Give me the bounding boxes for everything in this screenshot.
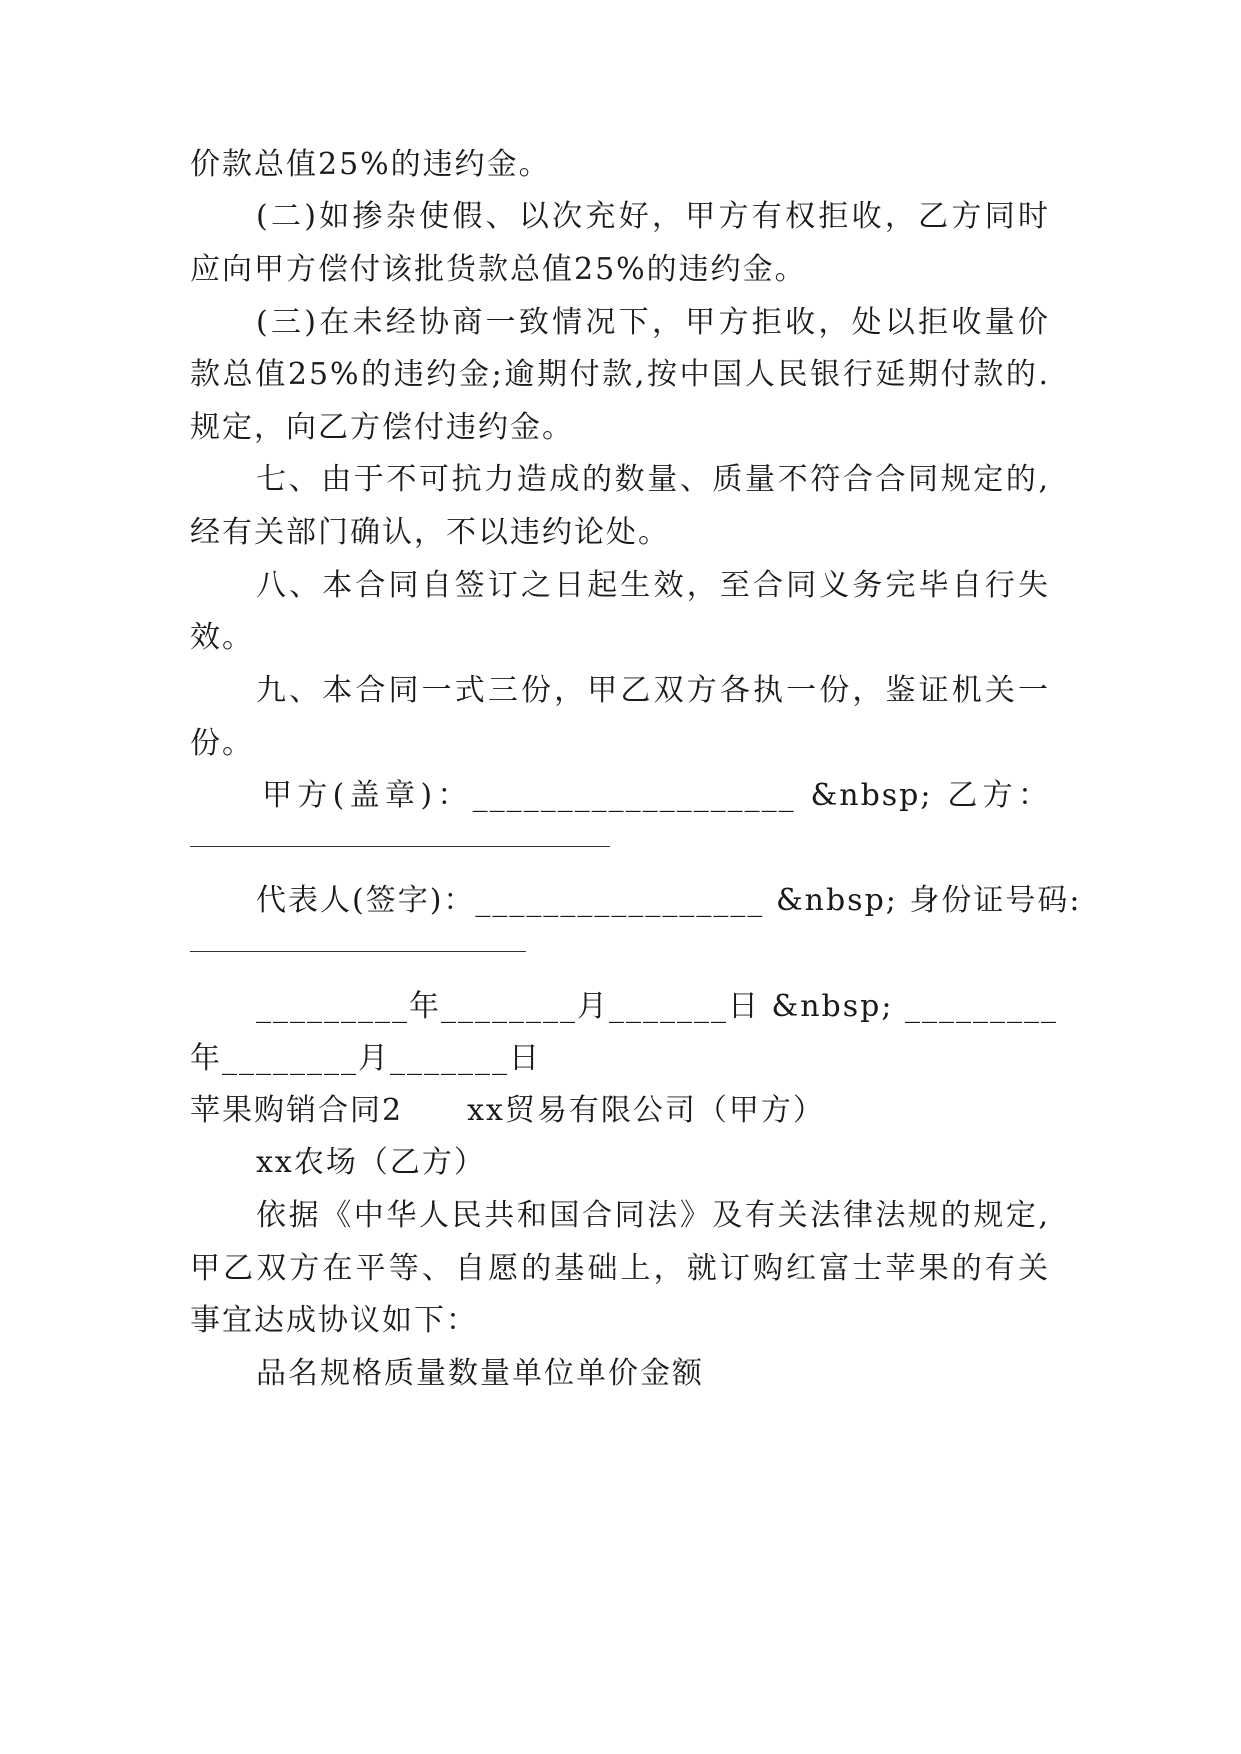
text-line-12: 份。 (190, 726, 254, 761)
text-line-6: 规定，向乙方偿付违约金。 (190, 410, 574, 445)
table-header-line: 品名规格质量数量单位单价金额 (256, 1356, 704, 1391)
date-line-2: 年________月_______日 (190, 1041, 541, 1076)
signature-line-representative: 代表人(签字)：_________________ &nbsp; 身份证号码: (256, 883, 1082, 918)
text-line-1: 价款总值25%的违约金。 (190, 147, 551, 182)
contract-heading: 苹果购销合同2 xx贸易有限公司（甲方） (190, 1093, 825, 1128)
text-line-basis-2: 甲乙双方在平等、自愿的基础上，就订购红富士苹果的有关 (190, 1251, 1050, 1286)
text-line-4: (三)在未经协商一致情况下，甲方拒收，处以拒收量价 (256, 305, 1050, 340)
text-line-3: 应向甲方偿付该批货款总值25%的违约金。 (190, 252, 807, 287)
text-line-10: 效。 (190, 620, 254, 655)
text-line-11: 九、本合同一式三份，甲乙双方各执一份，鉴证机关一 (256, 673, 1050, 708)
text-line-basis-3: 事宜达成协议如下： (190, 1303, 478, 1338)
text-line-5: 款总值25%的违约金;逾期付款,按中国人民银行延期付款的. (190, 357, 1050, 392)
id-number-blank (190, 951, 526, 952)
date-line-1: _________年________月_______日 &nbsp; _________ (256, 989, 1059, 1024)
text-line-7: 七、由于不可抗力造成的数量、质量不符合合同规定的, (256, 462, 1050, 497)
text-line-basis-1: 依据《中华人民共和国合同法》及有关法律法规的规定, (256, 1198, 1050, 1233)
signature-blank-party-b (190, 846, 610, 847)
text-line-9: 八、本合同自签订之日起生效，至合同义务完毕自行失 (256, 568, 1050, 603)
text-line-8: 经有关部门确认，不以违约论处。 (190, 515, 670, 550)
signature-line-party-a: 甲方(盖章)：___________________ &nbsp; 乙方： (262, 778, 1050, 813)
text-line-2: (二)如掺杂使假、以次充好，甲方有权拒收，乙方同时 (256, 199, 1050, 234)
party-b-name: xx农场（乙方） (256, 1145, 486, 1180)
